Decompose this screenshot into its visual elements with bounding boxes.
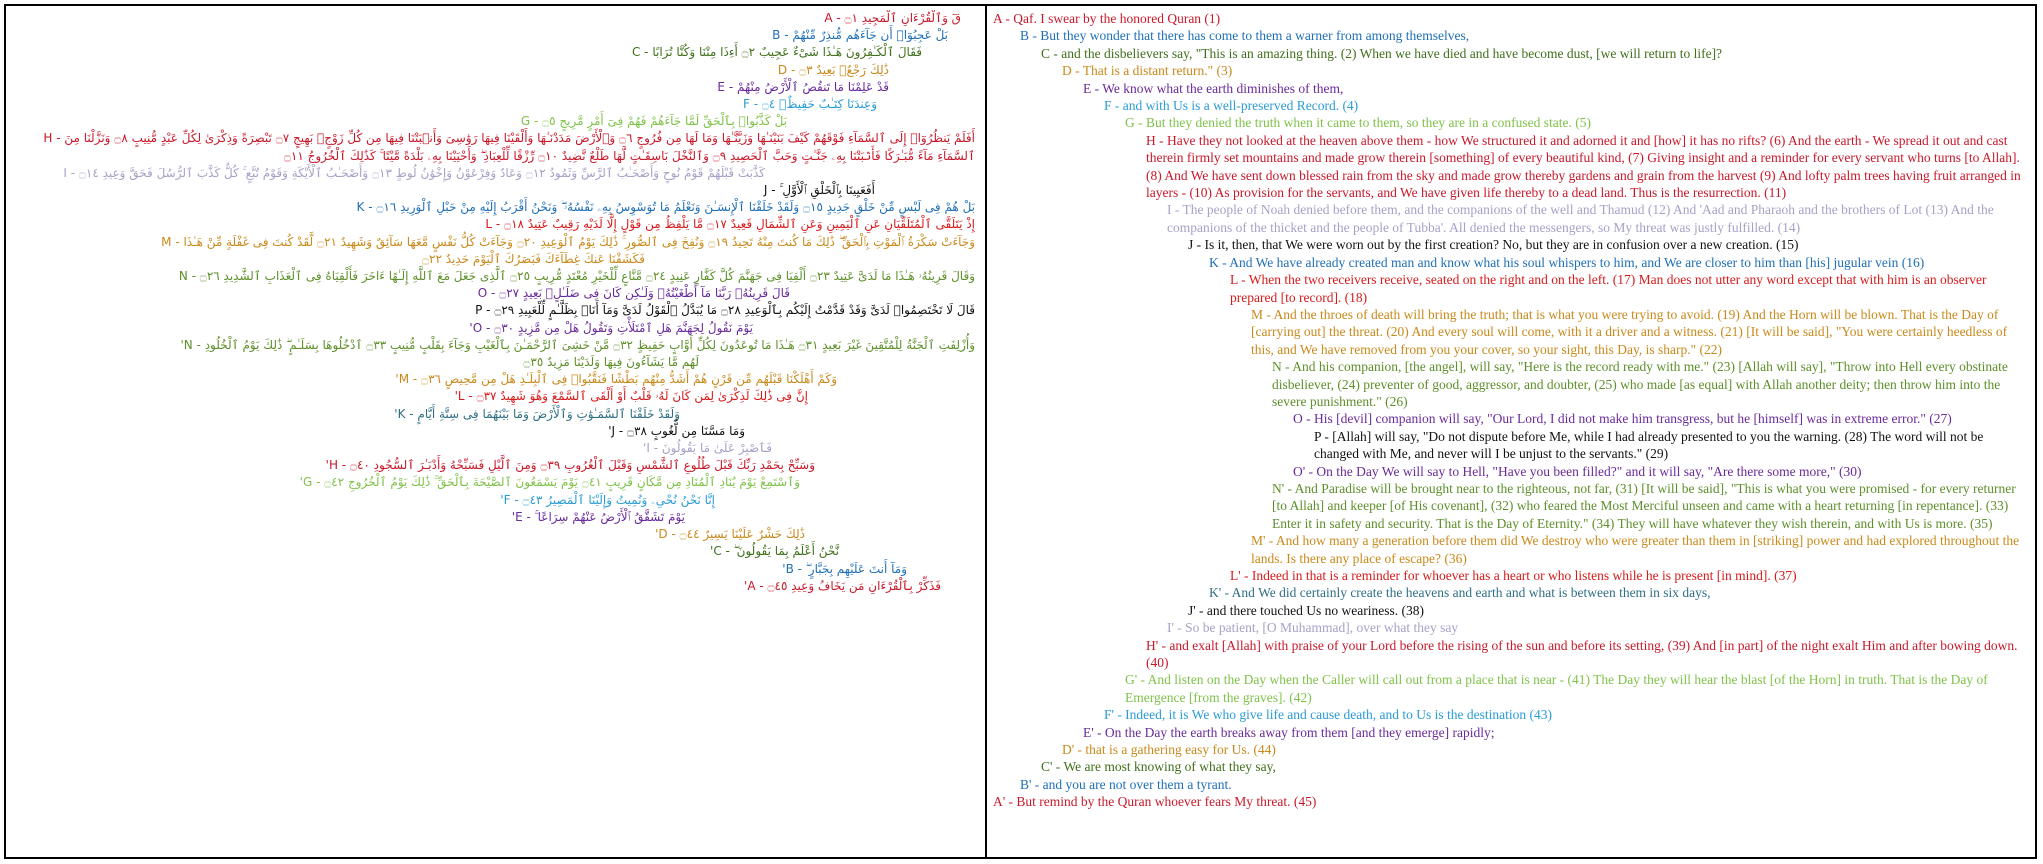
arabic-line-g: بَلْ كَذَّبُوا۟ بِٱلْحَقِّ لَمَّا جَآءَهُمْ فَهُمْ فِىٓ أَمْرٍ مَّرِيجٍ ۝٥ - G bbox=[520, 114, 787, 129]
english-line-c-prime: C' - We are most knowing of what they say, bbox=[1041, 759, 1276, 775]
english-line-f: F - and with Us is a well-preserved Record. (4) bbox=[1104, 98, 1359, 114]
english-line-b-prime: B' - and you are not over them a tyrant. bbox=[1020, 776, 1232, 792]
english-line-n-prime: N' - And Paradise will be brought near to the righteous, not far, (31) [It will be said], "This is what you were promised - for every returner [to Allah] and keeper [of His covenant], (32) who feared the Most Merciful unseen and came with a heart returning [in repentance]. (33) Enter it in safety and security. That is the Day of Eternity." (34) They will have whatever they wish therein, and with Us is more. (35) bbox=[1272, 480, 2016, 531]
column-divider bbox=[985, 4, 987, 859]
arabic-line-h-prime: وَسَبِّحْ بِحَمْدِ رَبِّكَ قَبْلَ طُلُوعِ ٱلشَّمْسِ وَقَبْلَ ٱلْغُرُوبِ ۝٣٩ وَمِنَ ٱلَّيْلِ فَسَبِّحْهُ وَأَدْبَـٰرَ ٱلسُّجُودِ ۝٤٠ - H' bbox=[325, 458, 815, 473]
arabic-line-k: بَلْ هُمْ فِى لَبْسٍ مِّنْ خَلْقٍ جَدِيدٍ ۝١٥ وَلَقَدْ خَلَقْنَا ٱلْإِنسَـٰنَ وَنَعْلَمُ مَا تُوَسْوِسُ بِهِۦ نَفْسُهُۥ ۖ وَنَحْنُ أَقْرَبُ إِلَيْهِ مِنْ حَبْلِ ٱلْوَرِيدِ ۝١٦ - K bbox=[356, 200, 975, 215]
arabic-line-k-prime: وَلَقَدْ خَلَقْنَا ٱلسَّمَـٰوَٰتِ وَٱلْأَرْضَ وَمَا بَيْنَهُمَا فِى سِتَّةِ أَيَّامٍ - K' bbox=[394, 406, 680, 421]
english-line-m-prime: M' - And how many a generation before them did We destroy who were greater than them in [striking] power and had explored throughout the lands. Is there any place of escape? (36) bbox=[1251, 533, 2020, 566]
arabic-line-e: قَدْ عَلِمْنَا مَا تَنقُصُ ٱلْأَرْضُ مِنْهُمْ - E bbox=[717, 79, 889, 94]
arabic-line-i-prime: فَٱصْبِرْ عَلَىٰ مَا يَقُولُونَ - I' bbox=[643, 441, 772, 456]
english-line-a: A - Qaf. I swear by the honored Quran (1) bbox=[993, 11, 1221, 26]
arabic-line-g-prime: وَٱسْتَمِعْ يَوْمَ يُنَادِ ٱلْمُنَادِ مِن مَّكَانٍ قَرِيبٍ ۝٤١ يَوْمَ يَسْمَعُونَ ٱلصَّيْحَةَ بِٱلْحَقِّ ۚ ذَٰلِكَ يَوْمُ ٱلْخُرُوجِ ۝٤٢ - G' bbox=[299, 475, 800, 490]
arabic-line-m-cont: فَكَشَفْنَا عَنكَ غِطَآءَكَ فَبَصَرُكَ ٱلْيَوْمَ حَدِيدٌ ۝٢٢ bbox=[422, 251, 645, 266]
english-line-e: E - We know what the earth diminishes of them, bbox=[1083, 80, 1344, 96]
arabic-line-h: أَفَلَمْ يَنظُرُوٓا۟ إِلَى ٱلسَّمَآءِ فَوْقَهُمْ كَيْفَ بَنَيْنَـٰهَا وَزَيَّنَّـٰهَا وَمَا لَهَا مِن فُرُوجٍ ۝٦ وَٱلْأَرْضَ مَدَدْنَـٰهَا وَأَلْقَيْنَا فِيهَا رَوَٰسِىَ وَأَنۢبَتْنَا فِيهَا مِن كُلِّ زَوْجٍۭ بَهِيجٍ ۝٧ تَبْصِرَةً وَذِكْرَىٰ لِكُلِّ عَبْدٍ مُّنِيبٍ ۝٨ وَنَزَّلْنَا مِنَ - H bbox=[43, 131, 975, 146]
arabic-line-f-prime: إِنَّا نَحْنُ نُحْىِۦ وَنُمِيتُ وَإِلَيْنَا ٱلْمَصِيرُ ۝٤٣ - F' bbox=[500, 492, 715, 507]
arabic-column bbox=[10, 10, 975, 855]
english-line-l-prime: L' - Indeed in that is a reminder for whoever has a heart or who listens while he is present [in mind]. (37) bbox=[1230, 568, 1797, 583]
arabic-line-p: قَالَ لَا تَخْتَصِمُوا۟ لَدَىَّ وَقَدْ قَدَّمْتُ إِلَيْكُم بِٱلْوَعِيدِ ۝٢٨ مَا يُبَدَّلُ ٱلْقَوْلُ لَدَىَّ وَمَآ أَنَا۠ بِظَلَّـٰمٍ لِّلْعَبِيدِ ۝٢٩ - P bbox=[475, 303, 975, 318]
arabic-line-n: وَقَالَ قَرِينُهُۥ هَـٰذَا مَا لَدَىَّ عَتِيدٌ ۝٢٣ أَلْقِيَا فِى جَهَنَّمَ كُلَّ كَفَّارٍ عَنِيدٍ ۝٢٤ مَّنَّاعٍ لِّلْخَيْرِ مُعْتَدٍ مُّرِيبٍ ۝٢٥ ٱلَّذِى جَعَلَ مَعَ ٱللَّهِ إِلَـٰهًا ءَاخَرَ فَأَلْقِيَاهُ فِى ٱلْعَذَابِ ٱلشَّدِيدِ ۝٢٦ - N bbox=[178, 269, 975, 284]
english-line-c: C - and the disbelievers say, "This is an amazing thing. (2) When we have died and have become dust, [we will return to life]? bbox=[1041, 45, 1723, 61]
english-line-l: L - When the two receivers receive, seated on the right and on the left. (17) Man does not utter any word except that with him is an observer prepared [to record]. (18) bbox=[1230, 272, 1987, 305]
arabic-line-o-prime: يَوْمَ نَقُولُ لِجَهَنَّمَ هَلِ ٱمْتَلَأْتِ وَتَقُولُ هَلْ مِن مَّزِيدٍ ۝٣٠ - O' bbox=[469, 320, 753, 335]
english-column bbox=[993, 10, 2031, 855]
english-line-n: N - And his companion, [the angel], will say, "Here is the record ready with me." (23) [Allah will say], "Throw into Hell every obstinate disbeliever, (24) preventer of good, aggressor, and doubter, (25) who made [as equal] with Allah another deity; then throw him into the severe punishment." (26) bbox=[1272, 359, 2008, 409]
english-line-g: G - But they denied the truth when it came to them, so they are in a confused state. (5) bbox=[1125, 115, 1591, 131]
arabic-line-e-prime: يَوْمَ تَشَقَّقُ ٱلْأَرْضُ عَنْهُمْ سِرَاعًا ۚ - E' bbox=[511, 509, 685, 524]
arabic-line-a-prime: فَذَكِّرْ بِٱلْقُرْءَانِ مَن يَخَافُ وَعِيدِ ۝٤٥ - A' bbox=[744, 578, 941, 593]
english-line-d-prime: D' - that is a gathering easy for Us. (44) bbox=[1062, 742, 1276, 758]
arabic-line-b: بَلْ عَجِبُوٓا۟ أَن جَآءَهُم مُّنذِرٌ مِّنْهُمْ - B bbox=[772, 28, 948, 43]
arabic-line-d-prime: ذَٰلِكَ حَشْرٌ عَلَيْنَا يَسِيرٌ ۝٤٤ - D' bbox=[655, 527, 805, 542]
english-line-j: J - Is it, then, that We were worn out by the first creation? No, but they are in confusion over a new creation. (15) bbox=[1188, 237, 1799, 253]
arabic-line-n-prime: وَأُزْلِفَتِ ٱلْجَنَّةُ لِلْمُتَّقِينَ غَيْرَ بَعِيدٍ ۝٣١ هَـٰذَا مَا تُوعَدُونَ لِكُلِّ أَوَّابٍ حَفِيظٍ ۝٣٢ مَّنْ خَشِىَ ٱلرَّحْمَـٰنَ بِٱلْغَيْبِ وَجَآءَ بِقَلْبٍ مُّنِيبٍ ۝٣٣ ٱدْخُلُوهَا بِسَلَـٰمٍ ۖ ذَٰلِكَ يَوْمُ ٱلْخُلُودِ - N' bbox=[180, 337, 975, 352]
english-line-a-prime: A' - But remind by the Quran whoever fears My threat. (45) bbox=[993, 794, 1317, 810]
english-line-o-prime: O' - On the Day We will say to Hell, "Have you been filled?" and it will say, "Are there some more," (30) bbox=[1293, 463, 1862, 479]
arabic-line-j-prime: وَمَا مَسَّنَا مِن لُّغُوبٍ ۝٣٨ - J' bbox=[608, 423, 745, 438]
english-line-j-prime: J' - and there touched Us no weariness. (38) bbox=[1188, 602, 1424, 618]
english-line-k-prime: K' - And We did certainly create the heavens and earth and what is between them in six days, bbox=[1209, 585, 1711, 601]
english-line-m: M - And the throes of death will bring the truth; that is what you were trying to avoid. (19) And the Horn will be blown. That is the Day of [carrying out] the threat. (20) And every soul will come, with it a driver and a witness. (21) [It will be said], "You were certainly heedless of this, and We have removed from you your cover, so your sight, this Day, is sharp." (22) bbox=[1251, 306, 2008, 357]
arabic-line-l-prime: إِنَّ فِى ذَٰلِكَ لَذِكْرَىٰ لِمَن كَانَ لَهُۥ قَلْبٌ أَوْ أَلْقَى ٱلسَّمْعَ وَهُوَ شَهِيدٌ ۝٣٧ - L' bbox=[454, 389, 808, 404]
arabic-line-c-prime: نَّحْنُ أَعْلَمُ بِمَا يَقُولُونَ ۖ - C' bbox=[710, 544, 839, 559]
english-line-b: B - But they wonder that there has come to them a warner from among themselves, bbox=[1020, 28, 1470, 44]
english-line-i: I - The people of Noah denied before them, and the companions of the well and Thamud (12) And 'Aad and Pharaoh and the brothers of Lot (13) And the companions of the thicket and the people of Tubba'. All denied the messengers, so My threat was justly fulfilled. (14) bbox=[1167, 202, 1994, 235]
english-line-i-prime: I' - So be patient, [O Muhammad], over what they say bbox=[1167, 620, 1459, 636]
english-line-g-prime: G' - And listen on the Day when the Caller will call out from a place that is near - (41) The Day they will hear the blast [of the Horn] in truth. That is the Day of Emergence [from the graves]. (42) bbox=[1125, 672, 1988, 705]
english-line-h: H - Have they not looked at the heaven above them - how We structured it and adorned it and [how] it has no rifts? (6) And the earth - We spread it out and cast therein firmly set mountains and made grow therein [something] of every beautiful kind, (7) Giving insight and a reminder for every servant who turns [to Allah]. (8) And We have sent down blessed rain from the sky and made grow thereby gardens and grain from the harvest (9) And lofty palm trees having fruit arranged in layers - (10) As provision for the servants, and We have given life thereby to a dead land. Thus is the resurrection. (11) bbox=[1146, 132, 2021, 201]
english-line-e-prime: E' - On the Day the earth breaks away from them [and they emerge] rapidly; bbox=[1083, 724, 1495, 740]
arabic-line-b-prime: وَمَآ أَنتَ عَلَيْهِم بِجَبَّارٍ ۖ - B' bbox=[782, 561, 907, 576]
arabic-line-c: فَقَالَ ٱلْكَـٰفِرُونَ هَـٰذَا شَىْءٌ عَجِيبٌ ۝٢ أَءِذَا مِتْنَا وَكُنَّا تُرَابًا - C bbox=[631, 45, 922, 60]
arabic-line-h-cont: ٱلسَّمَآءِ مَآءً مُّبَـٰرَكًا فَأَنۢبَتْنَا بِهِۦ جَنَّـٰتٍ وَحَبَّ ٱلْحَصِيدِ ۝٩ وَٱلنَّخْلَ بَاسِقَـٰتٍ لَّهَا طَلْعٌ نَّضِيدٌ ۝١٠ رِّزْقًا لِّلْعِبَادِ ۖ وَأَحْيَيْنَا بِهِۦ بَلْدَةً مَّيْتًا ۚ كَذَٰلِكَ ٱلْخُرُوجُ ۝١١ bbox=[283, 148, 975, 163]
english-line-h-prime: H' - and exalt [Allah] with praise of your Lord before the rising of the sun and before its setting, (39) And [in part] of the night exalt Him and after bowing down. (40) bbox=[1146, 637, 2018, 671]
english-line-o: O - His [devil] companion will say, "Our Lord, I did not make him transgress, but he [himself] was in extreme error." (27) bbox=[1293, 411, 1952, 427]
arabic-line-m-prime: وَكَمْ أَهْلَكْنَا قَبْلَهُم مِّن قَرْنٍ هُمْ أَشَدُّ مِنْهُم بَطْشًا فَنَقَّبُوا۟ فِى ٱلْبِلَـٰدِ هَلْ مِن مَّحِيصٍ ۝٣٦ - M' bbox=[395, 372, 837, 387]
english-line-k: K - And We have already created man and know what his soul whispers to him, and We are closer to him than [his] jugular vein (16) bbox=[1209, 254, 1925, 270]
arabic-line-f: وَعِندَنَا كِتَـٰبٌ حَفِيظٌۢ ۝٤ - F bbox=[742, 97, 877, 112]
arabic-line-i: كَذَّبَتْ قَبْلَهُمْ قَوْمُ نُوحٍ وَأَصْحَـٰبُ ٱلرَّسِّ وَثَمُودُ ۝١٢ وَعَادٌ وَفِرْعَوْنُ وَإِخْوَٰنُ لُوطٍ ۝١٣ وَأَصْحَـٰبُ ٱلْأَيْكَةِ وَقَوْمُ تُبَّعٍ ۚ كُلٌّ كَذَّبَ ٱلرُّسُلَ فَحَقَّ وَعِيدِ ۝١٤ - I bbox=[63, 165, 765, 180]
arabic-line-d: ذَٰلِكَ رَجْعٌۢ بَعِيدٌ ۝٣ - D bbox=[777, 62, 889, 77]
english-line-p: P - [Allah] will say, "Do not dispute before Me, while I had already presented to you the warning. (28) The word will not be changed with Me, and never will I be unjust to the servants." (29) bbox=[1314, 428, 1984, 462]
arabic-line-m: وَجَآءَتْ سَكْرَةُ ٱلْمَوْتِ بِٱلْحَقِّ ۖ ذَٰلِكَ مَا كُنتَ مِنْهُ تَحِيدُ ۝١٩ وَنُفِخَ فِى ٱلصُّورِ ۚ ذَٰلِكَ يَوْمُ ٱلْوَعِيدِ ۝٢٠ وَجَآءَتْ كُلُّ نَفْسٍ مَّعَهَا سَآئِقٌ وَشَهِيدٌ ۝٢١ لَّقَدْ كُنتَ فِى غَفْلَةٍ مِّنْ هَـٰذَا - M bbox=[161, 234, 975, 249]
arabic-line-j: أَفَعَيِينَا بِٱلْخَلْقِ ٱلْأَوَّلِ ۚ - J bbox=[763, 183, 875, 198]
arabic-line-a: قٓ وَٱلْقُرْءَانِ ٱلْمَجِيدِ ۝١ - A bbox=[824, 11, 961, 25]
arabic-line-l: إِذْ يَتَلَقَّى ٱلْمُتَلَقِّيَانِ عَنِ ٱلْيَمِينِ وَعَنِ ٱلشِّمَالِ قَعِيدٌ ۝١٧ مَّا يَلْفِظُ مِن قَوْلٍ إِلَّا لَدَيْهِ رَقِيبٌ عَتِيدٌ ۝١٨ - L bbox=[485, 217, 975, 232]
arabic-line-n-prime-cont: لَهُم مَّا يَشَآءُونَ فِيهَا وَلَدَيْنَا مَزِيدٌ ۝٣٥ bbox=[523, 355, 699, 370]
english-line-f-prime: F' - Indeed, it is We who give life and cause death, and to Us is the destination (43) bbox=[1104, 707, 1552, 723]
arabic-line-o: قَالَ قَرِينُهُۥ رَبَّنَا مَآ أَطْغَيْتُهُۥ وَلَـٰكِن كَانَ فِى ضَلَـٰلٍۭ بَعِيدٍ ۝٢٧ - O bbox=[477, 286, 790, 301]
english-line-d: D - That is a distant return." (3) bbox=[1062, 63, 1233, 79]
